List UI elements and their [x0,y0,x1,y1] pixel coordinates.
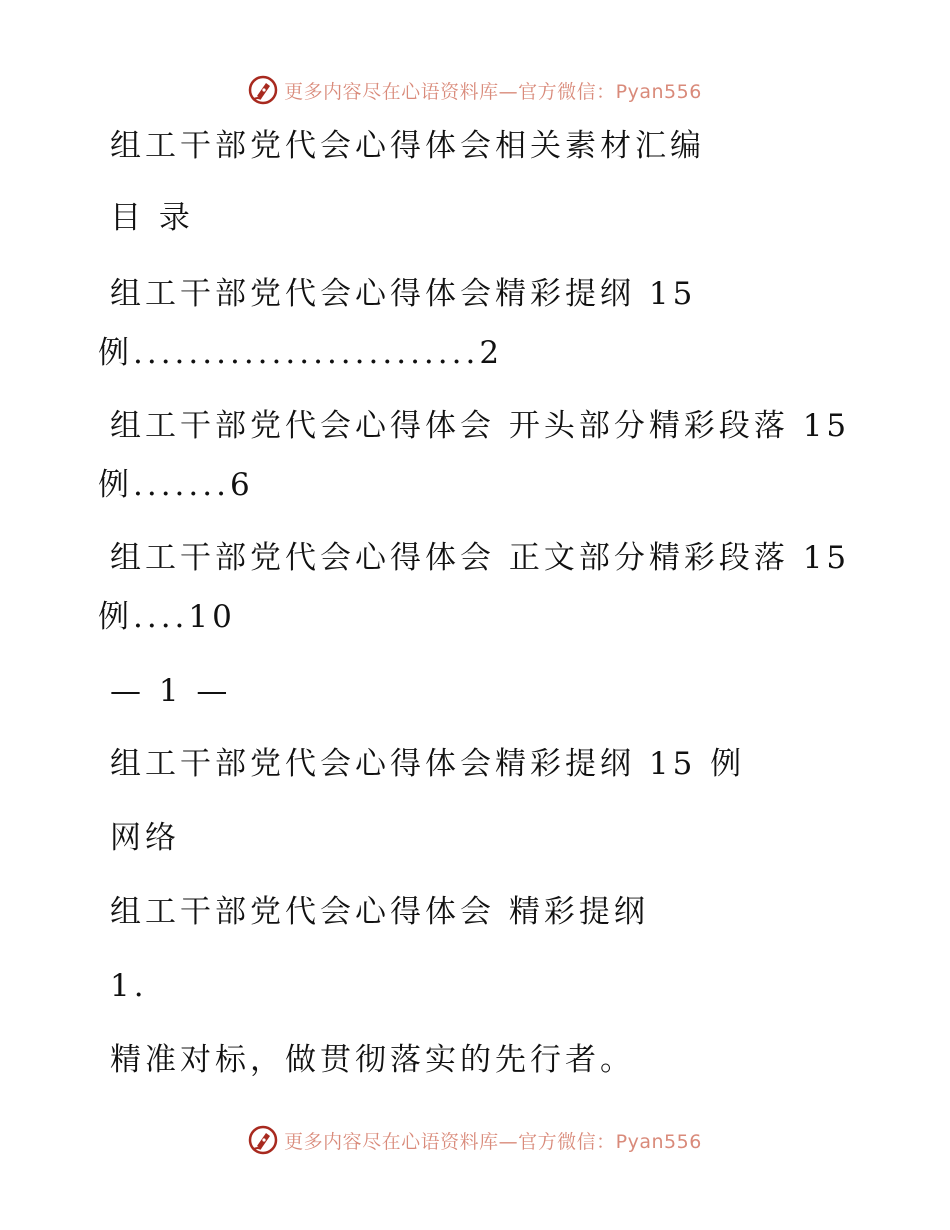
header-watermark-text: 更多内容尽在心语资料库—官方微信：Pyan556 [284,80,702,103]
item-number: 1. [110,968,148,1004]
section-title: 组工干部党代会心得体会精彩提纲 15 例 [110,746,746,782]
footer-watermark [0,1120,950,1160]
toc-entry-3-line2[interactable]: 例....10 [98,599,236,635]
pen-nib-logo-icon [248,75,278,105]
page-marker: — 1 — [110,673,232,709]
toc-entry-3-line1[interactable]: 组工干部党代会心得体会 正文部分精彩段落 15 [110,540,851,576]
source-label: 网络 [110,820,180,856]
item-text: 精准对标，做贯彻落实的先行者。 [110,1042,635,1078]
toc-entry-1-line2[interactable]: 例.........................2 [98,335,504,371]
pen-nib-logo-icon [248,1125,278,1155]
toc-entry-2-line2[interactable]: 例.......6 [98,467,254,503]
toc-entry-1-line1[interactable]: 组工干部党代会心得体会精彩提纲 15 [110,276,697,312]
toc-heading: 目 录 [110,200,194,236]
footer-watermark-text: 更多内容尽在心语资料库—官方微信：Pyan556 [284,1130,702,1153]
header-watermark [0,70,950,110]
toc-entry-2-line1[interactable]: 组工干部党代会心得体会 开头部分精彩段落 15 [110,408,851,444]
subtitle: 组工干部党代会心得体会 精彩提纲 [110,894,649,930]
document-title: 组工干部党代会心得体会相关素材汇编 [110,128,705,164]
